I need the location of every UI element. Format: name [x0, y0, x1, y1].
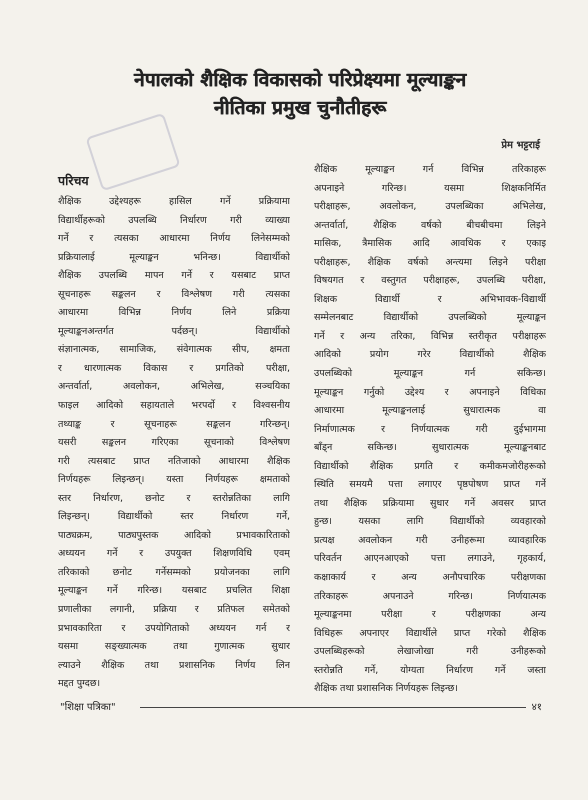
text-line: प्रत्यक्ष अवलोकन गरी उनीहरूमा व्यावहारिक	[314, 534, 546, 546]
text-line: गरी त्यसबाट प्राप्त नतिजाको आधारमा शैक्षिक	[58, 455, 290, 467]
text-line: लिइन्छन्। विद्यार्थीको स्तर निर्धारण गर्ने,	[58, 511, 290, 523]
text-line: विद्यार्थीको शैक्षिक प्रगति र कमीकमजोरीहरूको	[314, 460, 546, 472]
text-line: विद्यार्थीहरूको उपलब्धि निर्धारण गरी व्याख्या	[58, 214, 290, 226]
text-line: तरिकाको छनोट गर्नेसम्मको प्रयोजनका लागि	[58, 566, 290, 578]
text-line: संज्ञानात्मक, सामाजिक, संवेगात्मक सीप, क्षमता	[58, 344, 290, 356]
text-line: मद्दत पुग्दछ।	[58, 678, 101, 690]
text-line: यसमा सङ्ख्यात्मक तथा गुणात्मक सुधार	[58, 641, 290, 653]
text-line: तथ्याङ्क र सूचनाहरू सङ्कलन गरिन्छन्।	[58, 418, 290, 430]
text-line: आदिको प्रयोग गरेर विद्यार्थीको शैक्षिक	[314, 349, 546, 361]
text-line: र धारणात्मक विकास र प्रगतिको परीक्षा,	[58, 362, 290, 374]
text-line: परिवर्तन आएनआएको पत्ता लगाउने, गृहकार्य,	[314, 553, 546, 565]
text-line: तथा शैक्षिक प्रक्रियामा सुधार गर्ने अवसर प्राप्त	[314, 497, 546, 509]
text-line: सम्मेलनबाट विद्यार्थीको उपलब्धिको मूल्याङ्कन	[314, 312, 546, 324]
text-line: ल्याउने शैक्षिक तथा प्रशासनिक निर्णय लिन	[58, 659, 290, 671]
text-line: विधिहरू अपनाएर विद्यार्थीले प्राप्त गरेको शैक्षिक	[314, 627, 546, 639]
text-line: उपलब्धिको मूल्याङ्कन गर्न सकिन्छ।	[314, 368, 546, 380]
text-line: मूल्याङ्कनअन्तर्गत पर्दछन्। विद्यार्थीको	[58, 325, 290, 337]
text-line: आधारमा मूल्याङ्कनलाई सुधारात्मक वा	[314, 405, 546, 417]
text-line: गर्ने र अन्य तरिका, विभिन्न स्तरीकृत परीक्षाहरू	[314, 330, 546, 342]
left-text-column	[58, 193, 290, 694]
text-line: विषयगत र वस्तुगत परीक्षाहरू, उपलब्धि परीक्षा,	[314, 275, 546, 287]
text-line: परीक्षाहरू, शैक्षिक वर्षको अन्त्यमा लिइने परीक्षा	[314, 256, 546, 268]
text-line: स्तरोन्नति गर्ने, योग्यता निर्धारण गर्ने जस्ता	[314, 664, 546, 676]
right-text-column	[314, 161, 546, 699]
text-line: शैक्षिक उपलब्धि मापन गर्ने र यसबाट प्राप्त	[58, 270, 290, 282]
footer-rule	[140, 707, 526, 708]
faded-library-stamp	[85, 113, 180, 192]
text-line: अध्ययन गर्ने र उपयुक्त शिक्षणविधि एवम्	[58, 548, 290, 560]
text-line: शैक्षिक उद्देश्यहरू हासिल गर्ने प्रक्रियामा	[58, 196, 290, 207]
article-title-line-2: नीतिका प्रमुख चुनौतीहरू	[213, 97, 387, 119]
text-line: पाठ्यक्रम, पाठ्यपुस्तक आदिको प्रभावकारिताको	[58, 529, 290, 541]
text-line: प्रभावकारिता र उपयोगिताको अध्ययन गर्न र	[58, 622, 290, 634]
section-heading-introduction: परिचय	[58, 173, 89, 188]
journal-name: "शिक्षा पत्रिका"	[60, 699, 122, 713]
text-line: सूचनाहरू सङ्कलन र विश्लेषण गरी त्यसका	[58, 288, 290, 300]
text-line: अन्तर्वार्ता, अवलोकन, अभिलेख, सञ्चयिका	[58, 381, 290, 393]
text-line: स्थिति समयमै पत्ता लगाएर पृष्ठपोषण प्राप्त गर्ने	[314, 479, 546, 491]
text-line: मूल्याङ्कन गर्ने गरिन्छ। यसबाट प्रचलित शिक्षा	[58, 585, 290, 597]
text-line: शैक्षिक मूल्याङ्कन गर्न विभिन्न तरिकाहरू	[314, 164, 546, 175]
text-line: गर्ने र त्यसका आधारमा निर्णय लिनेसम्मको	[58, 233, 290, 245]
text-line: आधारमा विभिन्न निर्णय लिने प्रक्रिया	[58, 307, 290, 319]
text-line: हुन्छ। यसका लागि विद्यार्थीको व्यवहारको	[314, 516, 546, 528]
text-line: कक्षाकार्य र अन्य अनौपचारिक परीक्षणका	[314, 572, 546, 584]
text-line: बाँड्न सकिन्छ। सुधारात्मक मूल्याङ्कनबाट	[314, 442, 546, 454]
text-line: प्रणालीका लगानी, प्रक्रिया र प्रतिफल समेतको	[58, 604, 290, 616]
text-line: यसरी सङ्कलन गरिएका सूचनाको विश्लेषण	[58, 437, 290, 449]
text-line: शिक्षक विद्यार्थी र अभिभावक-विद्यार्थी	[314, 293, 546, 305]
text-line: शैक्षिक तथा प्रशासनिक निर्णयहरू लिइन्छ।	[314, 683, 458, 695]
text-line: निर्णयहरू लिइन्छन्। यस्ता निर्णयहरू क्षमताको	[58, 474, 290, 486]
text-line: तरिकाहरू अपनाउने गरिन्छ। निर्णयात्मक	[314, 590, 546, 602]
text-line: स्तर निर्धारण, छनोट र स्तरोन्नतिका लागि	[58, 492, 290, 504]
text-line: अपनाइने गरिन्छ। यसमा शिक्षकनिर्मित	[314, 182, 546, 194]
text-line: अन्तर्वार्ता, शैक्षिक वर्षको बीचबीचमा लिइने	[314, 219, 546, 231]
text-line: निर्माणात्मक र निर्णयात्मक गरी दुईभागमा	[314, 423, 546, 435]
page-number: ४१	[526, 699, 542, 713]
author-name: प्रेम भट्टराई	[501, 140, 540, 151]
text-line: प्रक्रियालाई मूल्याङ्कन भनिन्छ। विद्यार्थीको	[58, 251, 290, 263]
article-title-line-1: नेपालको शैक्षिक विकासको परिप्रेक्ष्यमा मूल्याङ्कन	[133, 69, 467, 91]
text-line: मासिक, त्रैमासिक आदि आवधिक र एकाइ	[314, 238, 546, 250]
text-line: उपलब्धिहरूको लेखाजोखा गरी उनीहरूको	[314, 646, 546, 658]
text-line: मूल्याङ्कन गर्नुको उद्देश्य र अपनाइने विधिका	[314, 386, 546, 398]
text-line: परीक्षाहरू, अवलोकन, उपलब्धिका अभिलेख,	[314, 201, 546, 213]
text-line: मूल्याङ्कनमा परीक्षा र परीक्षणका अन्य	[314, 609, 546, 621]
text-line: फाइल आदिको सहायताले भरपर्दो र विश्वसनीय	[58, 400, 290, 412]
